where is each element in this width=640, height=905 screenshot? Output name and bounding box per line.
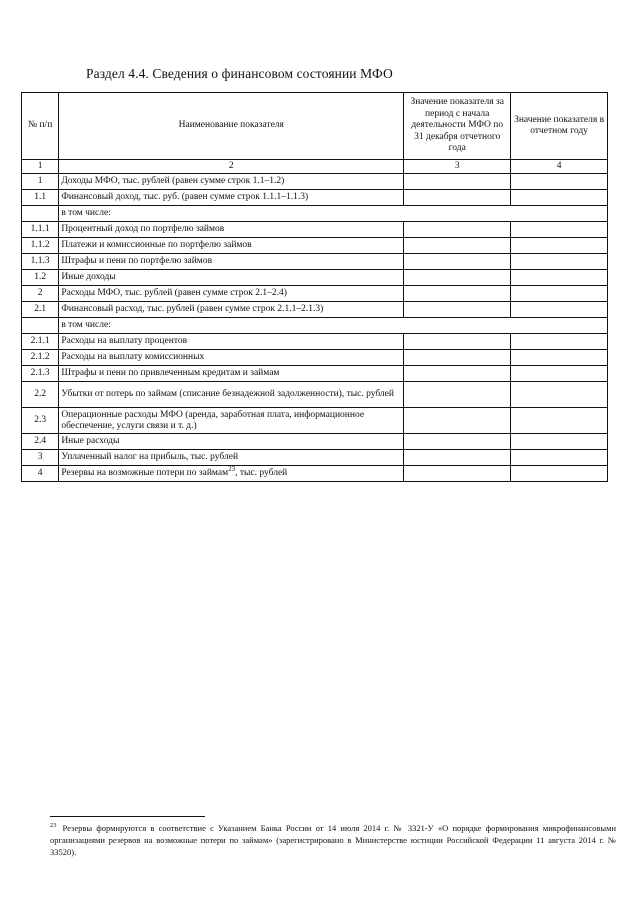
table-row — [22, 450, 608, 466]
row-subheading: в том числе: — [59, 206, 608, 222]
value-cell — [404, 286, 511, 302]
row-name: Расходы МФО, тыс. рублей (равен сумме строк 2.1–2.4) — [59, 286, 404, 302]
row-name: Уплаченный налог на прибыль, тыс. рублей — [59, 450, 404, 466]
row-name: Платежи и комиссионные по портфелю займов — [59, 238, 404, 254]
value-cell — [511, 190, 608, 206]
header-num: № п/п — [22, 93, 59, 160]
column-number: 3 — [404, 160, 511, 174]
row-number: 4 — [22, 466, 59, 482]
value-cell — [404, 434, 511, 450]
table-row-subheading — [22, 206, 608, 222]
row-subheading: в том числе: — [59, 318, 608, 334]
table-row — [22, 334, 608, 350]
value-cell — [511, 174, 608, 190]
row-number: 2.1 — [22, 302, 59, 318]
value-cell — [404, 366, 511, 382]
value-cell — [511, 450, 608, 466]
row-name: Иные доходы — [59, 270, 404, 286]
footnote-text: Резервы формируются в соответствие с Указанием Банка России от 14 июля 2014 г. № 3321-У «О порядке формирования микрофинансовыми организациями резервов на возможные потери по займам» (зарегистрировано в Министерстве юстиции Российской Федерации 11 августа 2014 г. № 33520). — [50, 823, 616, 857]
row-name — [59, 466, 404, 482]
row-name: Иные расходы — [59, 434, 404, 450]
row-name: Операционные расходы МФО (аренда, заработная плата, информационное обеспечение, услуги связи и т. д.) — [59, 408, 404, 434]
value-cell — [511, 334, 608, 350]
value-cell — [511, 434, 608, 450]
column-number: 4 — [511, 160, 608, 174]
row-name: Процентный доход по портфелю займов — [59, 222, 404, 238]
row-number: 1.1.3 — [22, 254, 59, 270]
value-cell — [404, 238, 511, 254]
footnote-reference: 23 — [228, 464, 236, 473]
row-number: 1.1.2 — [22, 238, 59, 254]
row-name-text: Резервы на возможные потери по займам — [61, 468, 229, 478]
footnote — [50, 822, 616, 858]
row-number: 2.2 — [22, 382, 59, 408]
row-name: Штрафы и пени по привлеченным кредитам и займам — [59, 366, 404, 382]
row-name: Расходы на выплату процентов — [59, 334, 404, 350]
footnote-mark: 23 — [50, 822, 57, 830]
row-name: Убытки от потерь по займам (списание безнадежной задолженности), тыс. рублей — [59, 382, 404, 408]
row-name: Расходы на выплату комиссионных — [59, 350, 404, 366]
header-value-period: Значение показателя за период с начала деятельности МФО по 31 декабря отчетного года — [404, 93, 511, 160]
table-row — [22, 408, 608, 434]
row-number: 1.1 — [22, 190, 59, 206]
column-numbers-row — [22, 160, 608, 174]
financial-indicators-table — [21, 92, 608, 482]
value-cell — [404, 350, 511, 366]
table-row — [22, 466, 608, 482]
table-row — [22, 174, 608, 190]
value-cell — [404, 408, 511, 434]
row-number: 3 — [22, 450, 59, 466]
row-number: 1 — [22, 174, 59, 190]
row-number: 2.1.3 — [22, 366, 59, 382]
row-number — [22, 318, 59, 334]
table-row — [22, 302, 608, 318]
value-cell — [511, 222, 608, 238]
row-number: 2.3 — [22, 408, 59, 434]
row-number: 1.2 — [22, 270, 59, 286]
value-cell — [404, 254, 511, 270]
value-cell — [511, 408, 608, 434]
table-row — [22, 366, 608, 382]
value-cell — [511, 350, 608, 366]
value-cell — [404, 302, 511, 318]
table-row-subheading — [22, 318, 608, 334]
row-name: Доходы МФО, тыс. рублей (равен сумме строк 1.1–1.2) — [59, 174, 404, 190]
value-cell — [404, 382, 511, 408]
column-number: 1 — [22, 160, 59, 174]
row-number: 2 — [22, 286, 59, 302]
table-row — [22, 254, 608, 270]
row-number: 2.4 — [22, 434, 59, 450]
value-cell — [404, 466, 511, 482]
header-value-year: Значение показателя в отчетном году — [511, 93, 608, 160]
footnote-divider — [50, 816, 205, 817]
table-row — [22, 270, 608, 286]
value-cell — [511, 466, 608, 482]
header-name: Наименование показателя — [59, 93, 404, 160]
column-number: 2 — [59, 160, 404, 174]
value-cell — [511, 254, 608, 270]
table-row — [22, 190, 608, 206]
value-cell — [511, 286, 608, 302]
row-name-suffix: , тыс. рублей — [235, 468, 288, 478]
value-cell — [404, 270, 511, 286]
value-cell — [404, 174, 511, 190]
row-number: 2.1.1 — [22, 334, 59, 350]
value-cell — [404, 222, 511, 238]
value-cell — [511, 270, 608, 286]
value-cell — [404, 450, 511, 466]
row-name: Финансовый расход, тыс. рублей (равен сумме строк 2.1.1–2.1.3) — [59, 302, 404, 318]
row-name: Штрафы и пени по портфелю займов — [59, 254, 404, 270]
row-number — [22, 206, 59, 222]
value-cell — [511, 238, 608, 254]
value-cell — [511, 302, 608, 318]
row-number: 1.1.1 — [22, 222, 59, 238]
value-cell — [404, 334, 511, 350]
table-row — [22, 382, 608, 408]
table-row — [22, 286, 608, 302]
table-row — [22, 350, 608, 366]
value-cell — [511, 366, 608, 382]
table-row — [22, 238, 608, 254]
table-row — [22, 222, 608, 238]
table-row — [22, 434, 608, 450]
table-header-row — [22, 93, 608, 160]
value-cell — [511, 382, 608, 408]
value-cell — [404, 190, 511, 206]
row-name: Финансовый доход, тыс. руб. (равен сумме строк 1.1.1–1.1.3) — [59, 190, 404, 206]
section-title: Раздел 4.4. Сведения о финансовом состоянии МФО — [86, 66, 393, 81]
row-number: 2.1.2 — [22, 350, 59, 366]
